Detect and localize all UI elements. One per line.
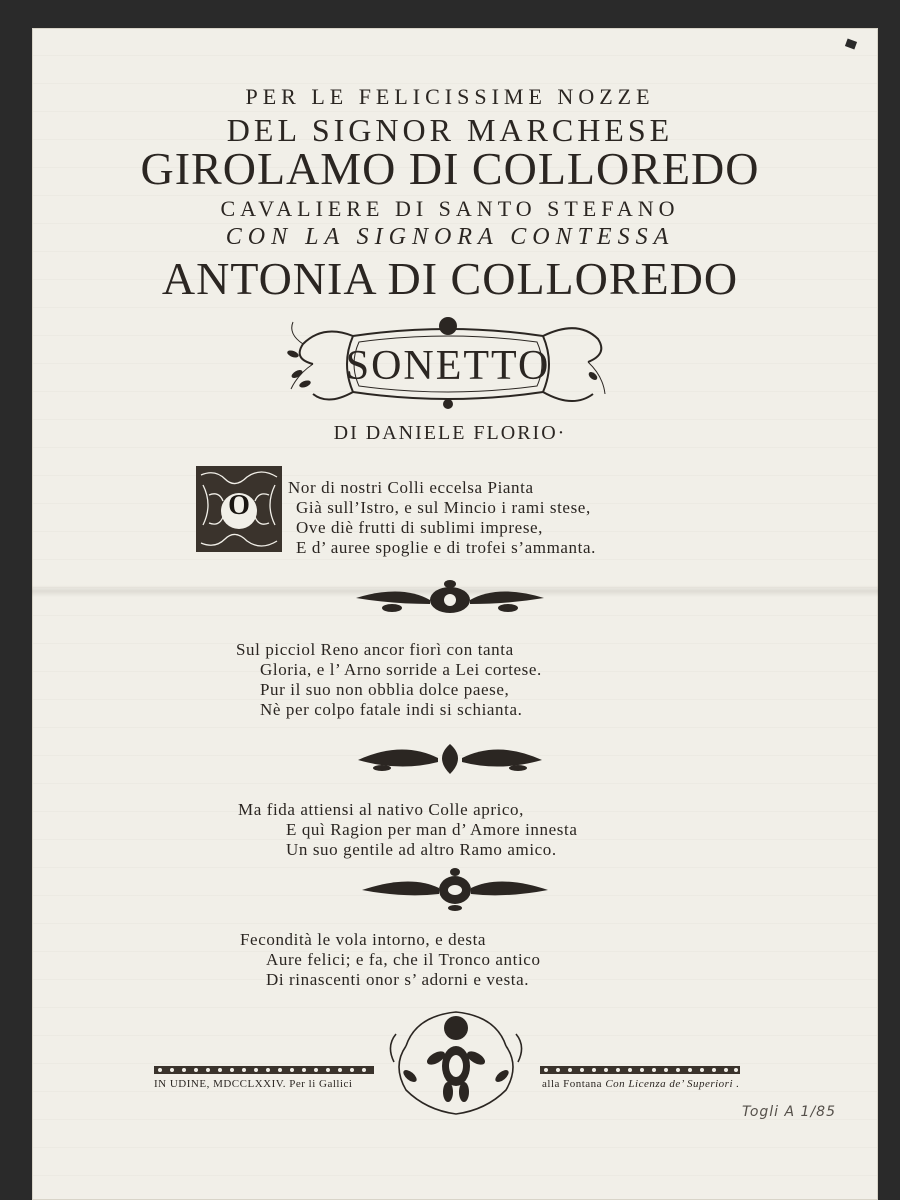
title-bride-name: ANTONIA DI COLLOREDO (161, 253, 739, 304)
archive-shelfmark: Togli A 1/85 (742, 1104, 836, 1120)
stanza2-line1: Sul picciol Reno ancor fiorì con tanta (236, 640, 514, 659)
title-line-1: PER LE FELICISSIME NOZZE (245, 84, 655, 109)
cherub-vignette-icon (386, 1006, 526, 1120)
stanza1-line2: Già sull’Istro, e sul Mincio i rami stese, (296, 498, 591, 517)
floral-ornament-icon (352, 738, 548, 780)
stanza3-line3: Un suo gentile ad altro Ramo amico. (286, 840, 557, 859)
stanza1-line4: E d’ auree spoglie e di trofei s’ammanta. (296, 538, 596, 557)
imprint-left: IN UDINE, MDCCLXXIV. Per li Gallici (154, 1078, 353, 1090)
sonnet-heading: SONETTO (345, 343, 551, 389)
stanza2-line4: Nè per colpo fatale indi si schianta. (260, 700, 523, 719)
title-line-4: CAVALIERE DI SANTO STEFANO (220, 196, 680, 221)
stanza2-line2: Gloria, e l’ Arno sorride a Lei cortese. (260, 660, 542, 679)
floral-ornament-icon (352, 578, 548, 622)
stanza4-line3: Di rinascenti onor s’ adorni e vesta. (266, 970, 530, 989)
author-line: DI DANIELE FLORIO· (333, 422, 567, 444)
stanza4-line2: Aure felici; e fa, che il Tronco antico (266, 950, 541, 969)
imprint-right-licence: Con Licenza de’ Superiori . (605, 1078, 740, 1090)
imprint-right (542, 1078, 740, 1090)
stanza3-line2: E quì Ragion per man d’ Amore innesta (286, 820, 578, 839)
imprint-right-plain: alla Fontana (542, 1078, 603, 1090)
footer-border-right (540, 1066, 740, 1074)
drop-cap-letter: O (228, 490, 250, 521)
stanza1-line3: Ove diè frutti di sublimi imprese, (296, 518, 544, 537)
footer-border-left (154, 1066, 374, 1074)
stanza1-line1: Nor di nostri Colli eccelsa Pianta (288, 478, 534, 497)
stanza4-line1: Fecondità le vola intorno, e desta (240, 930, 487, 949)
stanza2-line3: Pur il suo non obblia dolce paese, (260, 680, 510, 699)
title-groom-name: GIROLAMO DI COLLOREDO (140, 143, 760, 194)
title-line-2: DEL SIGNOR MARCHESE (226, 112, 674, 148)
stanza3-line1: Ma fida attiensi al nativo Colle aprico, (238, 800, 525, 819)
floral-ornament-icon (358, 866, 552, 912)
title-line-5: CON LA SIGNORA CONTESSA (225, 224, 675, 250)
